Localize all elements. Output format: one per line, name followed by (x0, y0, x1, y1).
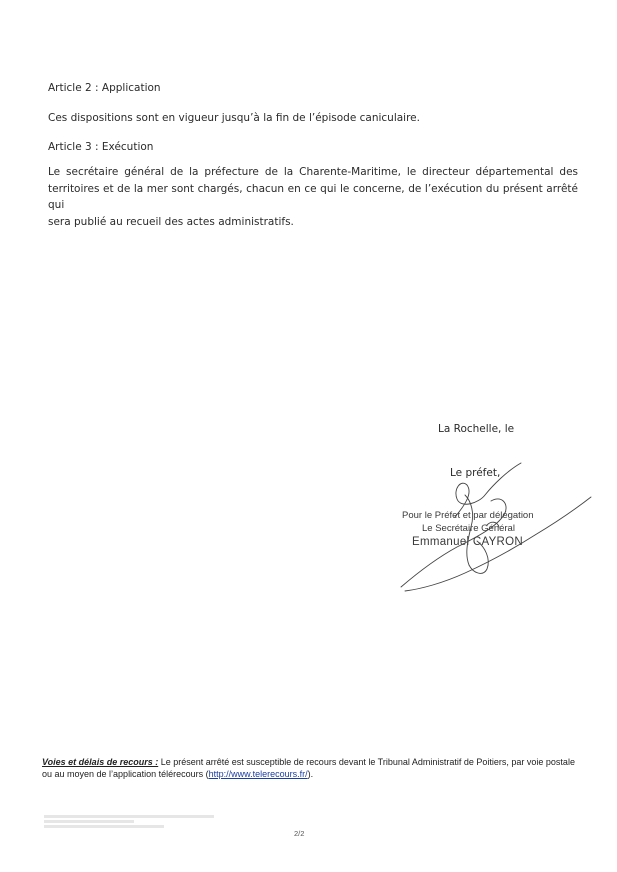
signature-delegation: Pour le Préfet et par délégation (402, 510, 534, 521)
telerecours-link[interactable]: http://www.telerecours.fr/ (208, 769, 308, 779)
signature-place-date: La Rochelle, le (438, 423, 515, 435)
recours-text: Le présent arrêté est susceptible de recours devant le Tribunal Administratif de Poitiers, par voie postale ou au moyen de l’application télérecours ( (42, 757, 575, 779)
footer-address-faint (44, 813, 214, 830)
article-3-line: territoires et de la mer sont chargés, chacun en ce qui le concerne, de l’exécution du présent arrêté qui (48, 182, 578, 211)
page-number: 2/2 (294, 829, 305, 838)
signature-role: Le Secrétaire Général (422, 523, 515, 534)
article-3-line: sera publié au recueil des actes administratifs. (48, 215, 294, 228)
article-3-heading: Article 3 : Exécution (48, 141, 154, 153)
recours-text-end: ). (307, 769, 314, 779)
article-3-line: Le secrétaire général de la préfecture de la Charente-Maritime, le directeur départemental des (48, 166, 578, 178)
recours-notice (42, 756, 582, 780)
recours-lead: Voies et délais de recours : (42, 757, 159, 767)
article-3-text (48, 164, 578, 230)
signature-title: Le préfet, (450, 467, 501, 479)
handwritten-signature-icon (395, 455, 595, 600)
article-2-heading: Article 2 : Application (48, 82, 161, 94)
article-2-text: Ces dispositions sont en vigueur jusqu’à la fin de l’épisode caniculaire. (48, 112, 420, 124)
signature-name: Emmanuel CAYRON (412, 536, 524, 548)
